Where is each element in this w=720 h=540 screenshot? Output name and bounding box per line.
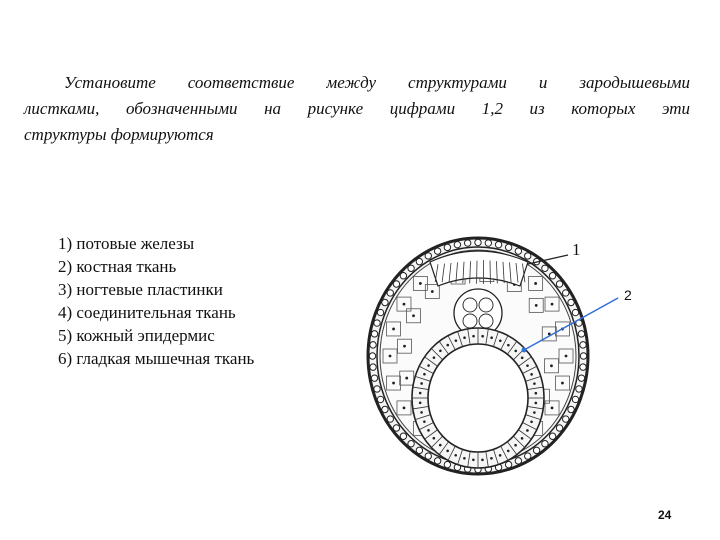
option-item: 3) ногтевые пластинки — [58, 280, 223, 299]
option-item: 5) кожный эпидермис — [58, 326, 215, 345]
task-line: структуры формируются — [24, 125, 214, 144]
gut-cavity — [428, 344, 528, 452]
figure-label-1: 1 — [572, 240, 581, 259]
figure-label-2: 2 — [624, 287, 632, 303]
page-number: 24 — [658, 508, 672, 522]
option-item: 4) соединительная ткань — [58, 303, 236, 322]
option-item: 6) гладкая мышечная ткань — [58, 349, 255, 368]
option-item: 2) костная ткань — [58, 257, 177, 276]
pointer-dot-2 — [522, 348, 527, 353]
option-item: 1) потовые железы — [58, 234, 195, 253]
task-line: Установите соответствие между структурами и зародышевыми — [64, 73, 690, 92]
task-line: листками, обозначенными на рисунке цифрами 1,2 из которых эти — [24, 99, 690, 118]
